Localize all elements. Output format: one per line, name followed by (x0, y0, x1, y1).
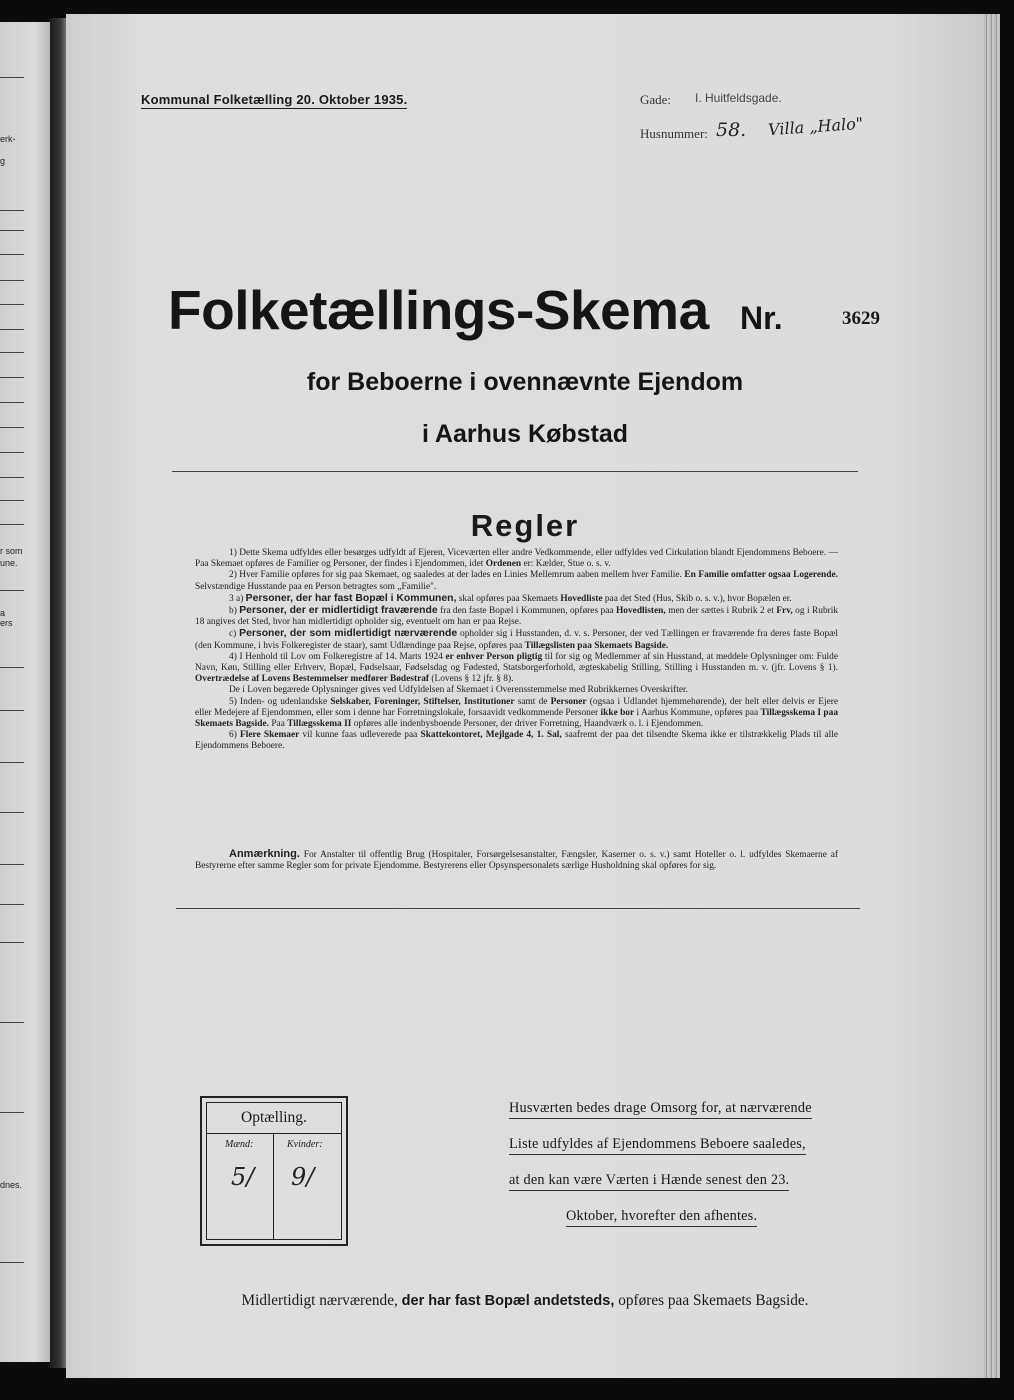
left-rule (0, 590, 24, 591)
left-rule (0, 812, 24, 813)
left-rule (0, 942, 24, 943)
left-rule (0, 452, 24, 453)
left-rule (0, 230, 24, 231)
owner-notice-line: Oktober, hvorefter den afhentes. (566, 1208, 757, 1227)
left-rule (0, 210, 24, 211)
page-stack-edge (984, 14, 1000, 1378)
rule-3a: 3 a) Personer, der har fast Bopæl i Kommunen, skal opføres paa Skemaets Hovedliste paa det Sted (Hus, Skib o. s. v.), hvor Bopælen er. (229, 592, 792, 604)
street-value: I. Huitfeldsgade. (695, 91, 782, 105)
owner-notice-line: Liste udfyldes af Ejendommens Beboere saaledes, (509, 1136, 806, 1155)
street-label: Gade: (640, 92, 672, 107)
left-fragment: dnes. (0, 1180, 23, 1190)
form-subtitle: for Beboerne i ovennævnte Ejendom (306, 368, 744, 396)
left-rule (0, 477, 24, 478)
left-rule (0, 304, 24, 305)
left-rule (0, 710, 24, 711)
rule-4-continued: De i Loven begærede Oplysninger gives ved Udfyldelsen af Skemaet i Overensstemmelse med Rubrikkernes Overskrifter. (229, 685, 688, 696)
form-number: 3629 (842, 308, 880, 329)
form-number-label: Nr. (740, 300, 783, 336)
left-rule (0, 1112, 24, 1113)
left-rule (0, 904, 24, 905)
title-divider (172, 471, 858, 472)
left-fragment: a (0, 608, 6, 618)
house-number-label: Husnummer: (640, 126, 708, 141)
rule-6: 6) Flere Skemaer vil kunne faas udleverede paa Skattekontoret, Mejlgade 4, 1. Sal, saafremt der paa det tilsendte Skema ikke er tilstrækkelig Plads til alle Ejendommens Beboere. (195, 730, 839, 752)
census-date-heading: Kommunal Folketælling 20. Oktober 1935. (141, 92, 408, 107)
left-page-strip (0, 22, 50, 1362)
women-label: Kvinder: (287, 1139, 323, 1150)
left-rule (0, 667, 24, 668)
left-fragment: une. (0, 558, 18, 568)
rule-5: 5) Inden- og udenlandske Selskaber, Foreninger, Stiftelser, Institutioner samt de Personer (ogsaa i Udlandet hjemmehørende), der helt eller delvis er Ejere eller Medejere af Ejendommen, eller som i denne har Forretningslokale, forsaavidt vedkommende Personer ikke bor i Aarhus Kommune, opføres paa Tillægsskema I paa Skemaets Bagside. Paa Tillægsskema II opføres alle indenbysboende Personer, der driver Forretning, Haandværk o. l. i Ejendommen. (195, 696, 839, 730)
left-rule (0, 1022, 24, 1023)
remark-divider (176, 908, 860, 909)
left-rule (0, 254, 24, 255)
left-fragment: g (0, 156, 6, 166)
left-rule (0, 402, 24, 403)
remark-text: For Anstalter til offentlig Brug (Hospitaler, Forsørgelsesanstalter, Fængsler, Kaserner o. s. v.) samt Hoteller o. l. udfyldes Skemaerne af Bestyrerne efter samme Regler som for private Ejendomme. Bestyrerens eller Opsynspersonalets særlige Husholdning skal opføres for sig. (195, 850, 839, 872)
count-box-inner (206, 1102, 342, 1240)
rule-4: 4) I Henhold til Lov om Folkeregistre af 14. Marts 1924 er enhver Person pligtig til for sig og Medlemmer af sin Husstand, at meddele Oplysninger om: Fulde Navn, Køn, Stilling eller Erhverv, Bopæl, Fødselsaar, Fødselsdag og Fødested, Statsborgerforhold, ægteskabelig Stilling, Stilling i Husstanden m. v. (jfr. Lovens § 1). Overtrædelse af Lovens Bestemmelser medfører Bødestraf (Lovens § 12 jfr. § 8). (195, 651, 839, 685)
men-count: 5/ (231, 1163, 255, 1191)
left-rule (0, 427, 24, 428)
left-rule (0, 500, 24, 501)
left-rule (0, 377, 24, 378)
left-fragment: r som (0, 546, 23, 556)
rule-1: 1) Dette Skema udfyldes eller besørges udfyldt af Ejeren, Viceværten eller andre Vedkommende, eller udfyldes ved Cirkulation blandt Ejendommens Beboere. — Paa Skemaet opføres de Familier og Personer, der findes i Ejendommen, idet Ordenen er: Kælder, Stue o. s. v. (195, 548, 838, 570)
left-fragment: ers (0, 618, 13, 628)
left-rule (0, 864, 24, 865)
left-rule (0, 329, 24, 330)
men-label: Mænd: (225, 1139, 254, 1150)
footer-instruction: Midlertidigt nærværende, der har fast Bopæl andetsteds, opføres paa Skemaets Bagside. (241, 1292, 809, 1309)
form-title: Folketællings-Skema (168, 279, 709, 341)
left-rule (0, 77, 24, 78)
rule-3c: c) Personer, der som midlertidigt nærværende opholder sig i Husstanden, d. v. s. Personer, der ved Tællingen er fraværende fra deres faste Bopæl (den Kommune, i hvis Folkeregister de staar), samt Udlændinge paa Rejse, opføres paa Tillægslisten paa Skemaets Bagside. (195, 628, 839, 651)
count-box-title: Optælling. (207, 1103, 341, 1134)
left-rule (0, 524, 24, 525)
owner-notice-line: at den kan være Værten i Hænde senest den 23. (509, 1172, 789, 1191)
left-fragment: erk- (0, 134, 16, 144)
rule-2: 2) Hver Familie opføres for sig paa Skemaet, og saaledes at der lades en Linies Mellemrum aaben mellem hver Familie. En Familie omfatter ogsaa Logerende. Selvstændige Husstande paa en Person betragtes som „Familie". (195, 570, 838, 592)
left-rule (0, 280, 24, 281)
women-count: 9/ (291, 1163, 315, 1191)
remark-section (195, 849, 838, 873)
house-number-value: 58. (716, 119, 747, 141)
count-box-divider (273, 1133, 274, 1239)
house-name-handwritten: Villa „Halo" (767, 113, 864, 140)
form-subtitle-city: i Aarhus Købstad (421, 420, 629, 448)
left-rule (0, 352, 24, 353)
owner-notice-line: Husværten bedes drage Omsorg for, at nærværende (509, 1100, 812, 1119)
remark-heading: Anmærkning. (229, 848, 300, 860)
rules-heading: Regler (470, 508, 580, 543)
left-rule (0, 762, 24, 763)
count-box (200, 1096, 348, 1246)
rule-3b: b) Personer, der er midlertidigt fraværende fra den faste Bopæl i Kommunen, opføres paa Hovedlisten, men der sættes i Rubrik 2 et Frv, og i Rubrik 18 angives det Sted, hvor han midlertidigt opholder sig, eventuelt om han er paa Rejse. (195, 605, 839, 628)
left-rule (0, 1262, 24, 1263)
rules-text (195, 548, 838, 753)
